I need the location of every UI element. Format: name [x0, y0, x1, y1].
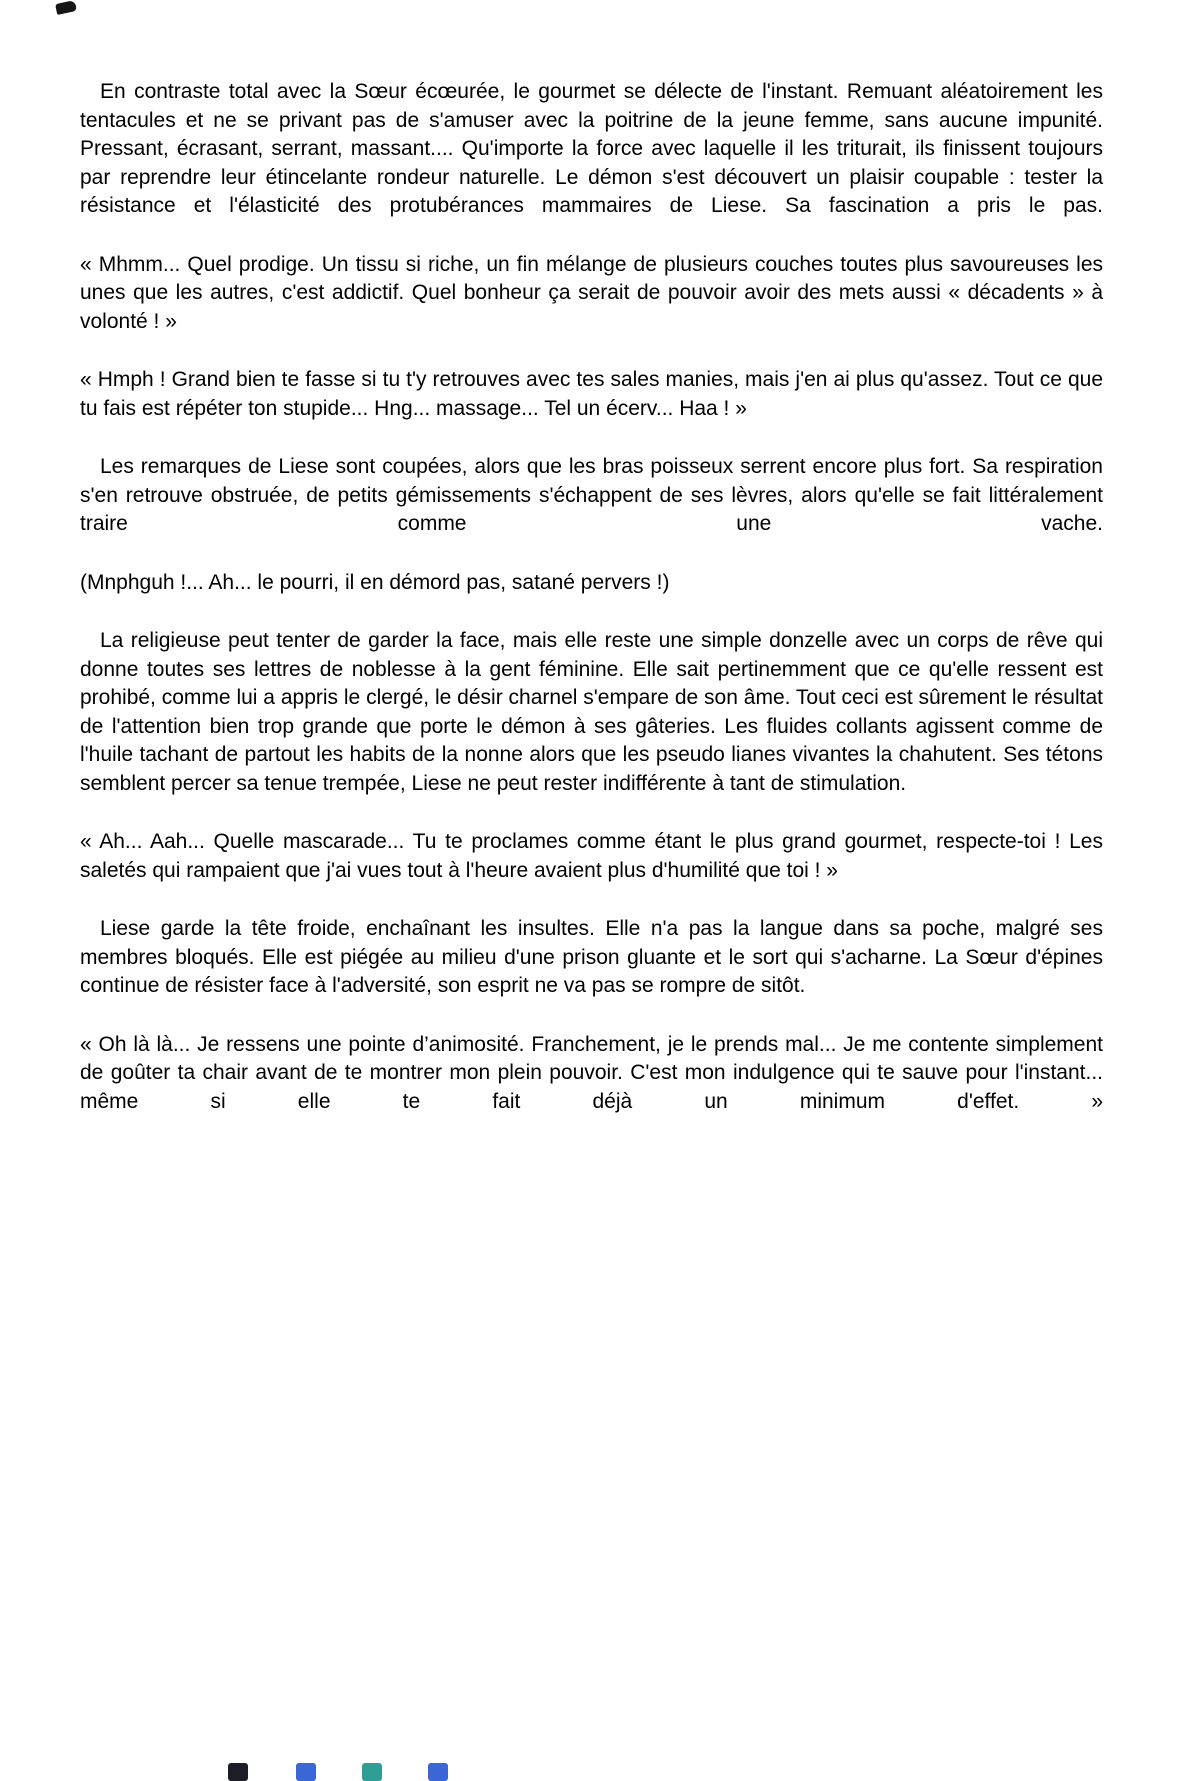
- taskbar-icon[interactable]: [296, 1763, 316, 1781]
- taskbar-icon[interactable]: [362, 1763, 382, 1781]
- paragraph: La religieuse peut tenter de garder la face, mais elle reste une simple donzelle avec un corps de rêve qui donne toutes ses lettres de noblesse à la gent féminine. Elle sait pertinemment que ce qu'elle ressent est prohibé, comme lui a appris le clergé, le désir charnel s'empare de son âme. Tout ceci est sûrement le résultat de l'attention bien trop grande que porte le démon à ses gâteries. Les fluides collants agissent comme de l'huile tachant de partout les habits de la nonne alors que les pseudo lianes vivantes la chahutent. Ses tétons semblent percer sa tenue trempée, Liese ne peut rester indifférente à tant de stimulation.: [80, 629, 1103, 795]
- paragraph: « Mhmm... Quel prodige. Un tissu si riche, un fin mélange de plusieurs couches toutes plus savoureuses les unes que les autres, c'est addictif. Quel bonheur ça serait de pouvoir avoir des mets aussi « décadents » à volonté ! »: [80, 252, 1103, 333]
- paragraph: Les remarques de Liese sont coupées, alors que les bras poisseux serrent encore plus fort. Sa respiration s'en retrouve obstruée, de petits gémissements s'échappent de ses lèvres, alors qu'elle se fait littéralement traire comme une vache.: [80, 455, 1103, 535]
- paragraph: Liese garde la tête froide, enchaînant les insultes. Elle n'a pas la langue dans sa poche, malgré ses membres bloqués. Elle est piégée au milieu d'une prison gluante et le sort qui s'acharne. La Sœur d'épines continue de résister face à l'adversité, son esprit ne va pas se rompre de sitôt.: [80, 917, 1103, 997]
- paragraph: En contraste total avec la Sœur écœurée, le gourmet se délecte de l'instant. Remuant aléatoirement les tentacules et ne se privant pas de s'amuser avec la poitrine de la jeune femme, sans aucune impunité. Pressant, écrasant, serrant, massant.... Qu'importe la force avec laquelle il les triturait, ils finissent toujours par reprendre leur étincelante rondeur naturelle. Le démon s'est découvert un plaisir coupable : tester la résistance et l'élasticité des protubérances mammaires de Liese. Sa fascination a pris le pas.: [80, 80, 1103, 217]
- paragraph: « Hmph ! Grand bien te fasse si tu t'y retrouves avec tes sales manies, mais j'en ai plus qu'assez. Tout ce que tu fais est répéter ton stupide... Hng... massage... Tel un écerv... Haa ! »: [80, 368, 1103, 420]
- paragraph: (Mnphguh !... Ah... le pourri, il en démord pas, satané pervers !): [80, 570, 670, 594]
- corner-mark-artifact: [55, 0, 77, 15]
- paragraph: « Oh là là... Je ressens une pointe d’animosité. Franchement, je le prends mal... Je me contente simplement de goûter ta chair avant de te montrer mon plein pouvoir. C'est mon indulgence qui te sauve pour l'instant... même si elle te fait déjà un minimum d'effet. »: [80, 1032, 1103, 1113]
- taskbar-icon[interactable]: [428, 1763, 448, 1781]
- taskbar-icon[interactable]: [228, 1763, 248, 1781]
- document-text-block: [80, 78, 1103, 1146]
- paragraph: « Ah... Aah... Quelle mascarade... Tu te proclames comme étant le plus grand gourmet, respecte-toi ! Les saletés qui rampaient que j'ai vues tout à l'heure avaient plus d'humilité que toi ! »: [80, 830, 1103, 882]
